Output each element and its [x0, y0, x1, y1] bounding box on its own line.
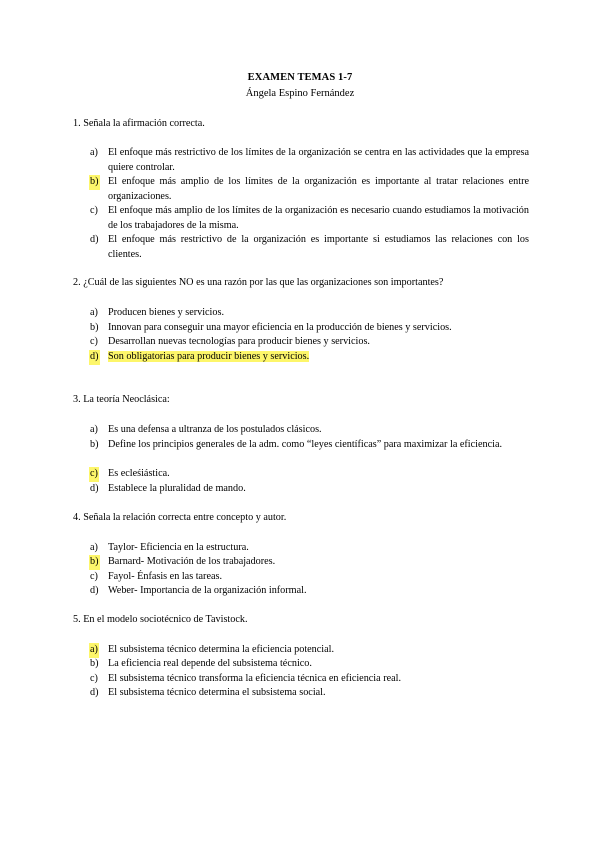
option-5d: d) El subsistema técnico determina el subsistema social.: [90, 687, 326, 698]
option-5c: c) El subsistema técnico transforma la eficiencia técnica en eficiencia real.: [90, 673, 402, 684]
option-3c: c) Es ecleśiástica.: [89, 467, 529, 482]
option-1d: d) El enfoque más restrictivo de la organización es importante si estudiamos las relaciones con los clientes.: [90, 234, 529, 260]
option-3d: d) Establece la pluralidad de mando.: [90, 483, 246, 494]
author-name: Ángela Espino Fernández: [245, 88, 355, 99]
option-5b: b) La eficiencia real depende del subsistema técnico.: [90, 658, 312, 669]
option-2c: c) Desarrollan nuevas tecnologías para producir bienes y servicios.: [90, 336, 370, 347]
question-4: 4. Señala la relación correcta entre concepto y autor.: [73, 512, 287, 523]
question-3: 3. La teoría Neoclásica:: [73, 394, 170, 405]
option-4a: a) Taylor- Eficiencia en la estructura.: [90, 542, 249, 553]
option-1b: b) El enfoque más amplio de los límites de la organización es importante al tratar relaciones entre organizaciones.: [90, 176, 529, 202]
option-1a: a) El enfoque más restrictivo de los límites de la organización se centra en las actividades que la empresa quiere controlar.: [90, 147, 529, 173]
question-2: 2. ¿Cuál de las siguientes NO es una razón por las que las organizaciones son importantes?: [73, 277, 444, 288]
question-1: 1. Señala la afirmación correcta.: [73, 118, 205, 129]
option-2d: d) Son obligatorias para producir bienes y servicios.: [89, 350, 529, 365]
option-2a: a) Producen bienes y servicios.: [90, 307, 224, 318]
option-4c: c) Fayol- Énfasis en las tareas.: [90, 571, 223, 582]
option-4b: b) Barnard- Motivación de los trabajadores.: [89, 555, 529, 570]
option-1c: c) El enfoque más amplio de los límites de la organización es necesario cuando estudiamos la motivación de los trabajadores de la misma.: [90, 205, 529, 231]
question-5: 5. En el modelo sociotécnico de Tavistock.: [73, 614, 248, 625]
option-5a: a) El subsistema técnico determina la eficiencia potencial.: [89, 643, 529, 658]
option-3b: b) Define los principios generales de la adm. como “leyes científicas” para maximizar la eficiencia.: [90, 439, 503, 450]
option-2b: b) Innovan para conseguir una mayor eficiencia en la producción de bienes y servicios.: [90, 322, 452, 333]
option-4d: d) Weber- Importancia de la organización informal.: [90, 585, 307, 596]
option-3a: a) Es una defensa a ultranza de los postulados clásicos.: [90, 424, 322, 435]
exam-title: EXAMEN TEMAS 1-7: [247, 72, 353, 83]
